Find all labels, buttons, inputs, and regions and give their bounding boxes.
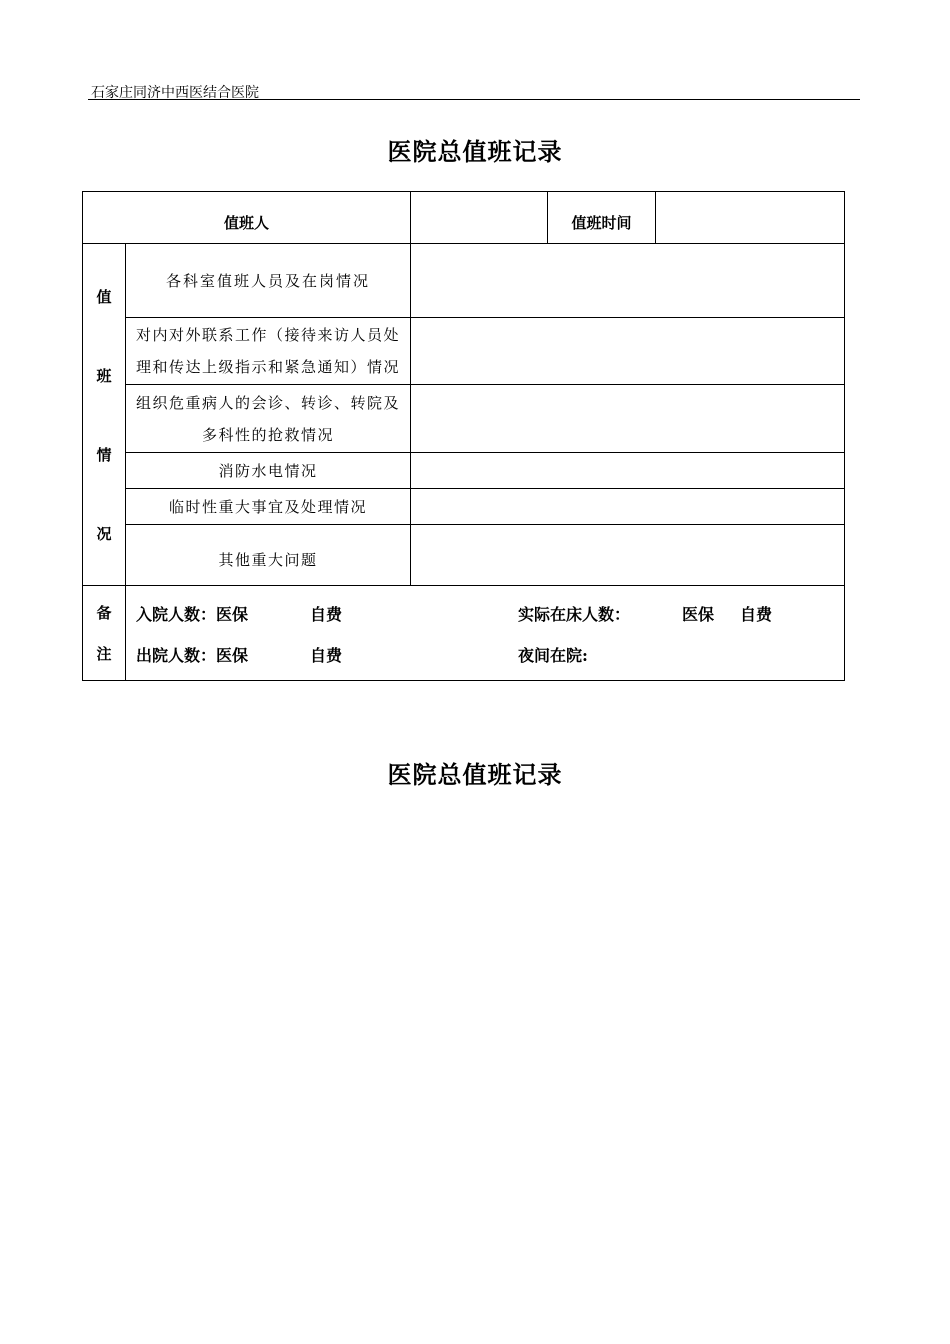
discharged-self: 自费: [310, 646, 343, 665]
item-row: [83, 244, 845, 318]
item-row: [83, 453, 845, 489]
in-bed-self: 自费: [740, 605, 773, 624]
duty-situation-char: 况: [96, 524, 112, 543]
duty-person-label: 值班人: [83, 192, 411, 244]
item-row: [83, 525, 845, 586]
duty-record-table: [82, 191, 845, 681]
in-bed-count: 实际在床人数：: [518, 605, 631, 624]
item-label: 组织危重病人的会诊、转诊、转院及多科性的抢救情况: [126, 385, 411, 453]
night-in-hospital: 夜间在院:: [518, 646, 588, 665]
duty-person-row: [83, 192, 845, 244]
remarks-label: [83, 586, 126, 681]
in-bed-insurance: 医保: [682, 605, 715, 624]
remarks-row: [83, 586, 845, 681]
item-row: [83, 489, 845, 525]
admitted-count: 入院人数：医保: [136, 605, 249, 624]
item-label: 消防水电情况: [126, 453, 411, 489]
item-field[interactable]: [411, 385, 845, 453]
item-field[interactable]: [411, 244, 845, 318]
duty-person-field[interactable]: [411, 192, 548, 244]
item-label: 各科室值班人员及在岗情况: [126, 244, 411, 318]
item-field[interactable]: [411, 525, 845, 586]
duty-time-label: 值班时间: [548, 192, 656, 244]
admitted-self: 自费: [310, 605, 343, 624]
item-label: 其他重大问题: [126, 525, 411, 586]
item-field[interactable]: [411, 489, 845, 525]
item-label: 临时性重大事宜及处理情况: [126, 489, 411, 525]
item-field[interactable]: [411, 453, 845, 489]
page-title-repeat: 医院总值班记录: [387, 760, 563, 789]
item-field[interactable]: [411, 318, 845, 385]
remarks-char: 备: [96, 604, 112, 622]
item-label: 对内对外联系工作（接待来访人员处理和传达上级指示和紧急通知）情况: [126, 318, 411, 385]
discharged-count: 出院人数：医保: [136, 646, 249, 665]
remarks-content: [126, 586, 845, 681]
remarks-char: 注: [96, 645, 112, 663]
hospital-name: 石家庄同济中西医结合医院: [91, 85, 259, 101]
duty-time-field[interactable]: [656, 192, 845, 244]
duty-situation-char: 班: [96, 366, 112, 385]
item-row: [83, 385, 845, 453]
duty-situation-char: 值: [96, 287, 112, 306]
item-row: [83, 318, 845, 385]
page-title: 医院总值班记录: [387, 137, 563, 166]
duty-situation-char: 情: [96, 445, 112, 464]
duty-situation-label: [83, 244, 126, 586]
header-rule: [88, 99, 860, 100]
